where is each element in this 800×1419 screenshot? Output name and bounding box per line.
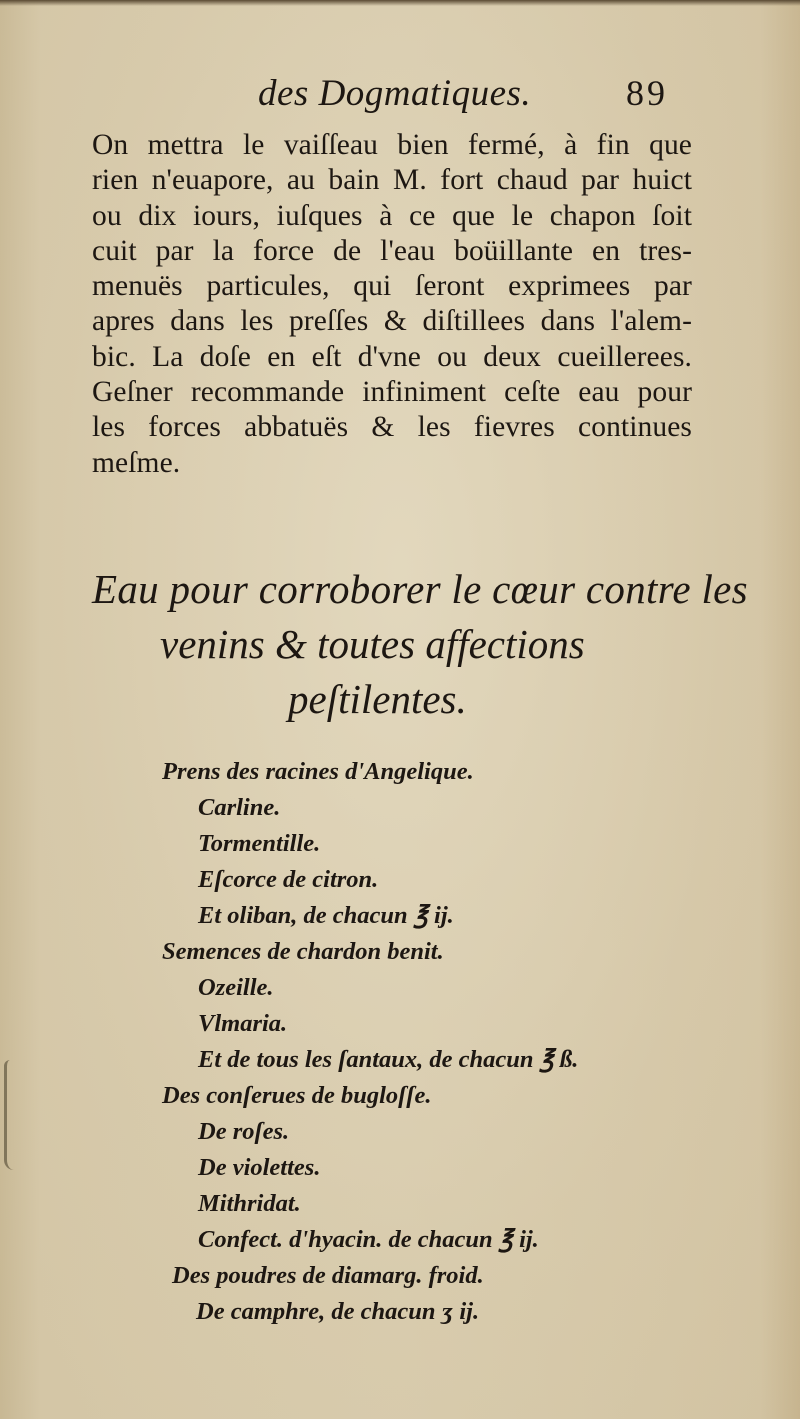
ingredient-item: De roſes. — [198, 1118, 290, 1145]
paragraph-line: On mettra le vaiſſeau bien fermé, à fin que — [92, 129, 692, 161]
page-top-edge — [0, 0, 800, 6]
ingredient-item: Confect. d'hyacin. de chacun ℥ ij. — [198, 1226, 539, 1253]
running-head: des Dogmatiques. — [258, 73, 532, 114]
ingredient-item: Prens des racines d'Angelique. — [162, 758, 474, 785]
paragraph-line: apres dans les preſſes & diſtillees dans l'alem- — [92, 305, 692, 338]
ingredient-item: Des poudres de diamarg. froid. — [172, 1262, 484, 1289]
recipe-title-line: Eau pour corroborer le cœur contre les — [92, 566, 748, 612]
page-number: 89 — [626, 73, 668, 113]
ingredient-item: Carline. — [198, 794, 281, 821]
paragraph-line: bic. La doſe en eſt d'vne ou deux cueillerees. — [92, 340, 692, 373]
ingredient-item: Des conſerues de bugloſſe. — [162, 1082, 432, 1109]
ingredient-item: Eſcorce de citron. — [198, 866, 379, 893]
ingredient-item: Vlmaria. — [198, 1010, 288, 1037]
recipe-title-line: venins & toutes affections — [160, 621, 585, 667]
ingredient-item: Et de tous les ſantaux, de chacun ℥ ß. — [198, 1046, 579, 1073]
paragraph-line: les forces abbatuës & les fievres continues — [92, 411, 692, 444]
paragraph-line: cuit par la force de l'eau boüillante en tres- — [92, 234, 692, 267]
paragraph-line: ou dix iours, iuſques à ce que le chapon ſoit — [92, 199, 692, 232]
paragraph-line: rien n'euapore, au bain M. fort chaud par huict — [92, 164, 692, 197]
paragraph-line: meſme. — [92, 446, 181, 479]
body-paragraph — [92, 128, 692, 481]
ingredient-item: Ozeille. — [198, 974, 274, 1001]
paragraph-line: Geſner recommande infiniment ceſte eau pour — [92, 376, 692, 409]
ingredient-item: Mithridat. — [198, 1190, 301, 1217]
ingredient-item: Semences de chardon benit. — [162, 938, 444, 965]
ingredient-item: De violettes. — [198, 1154, 321, 1181]
ingredient-item: De camphre, de chacun ʒ ij. — [196, 1298, 480, 1325]
ingredient-item: Tormentille. — [198, 830, 321, 857]
recipe-title-line: peſtilentes. — [288, 676, 467, 722]
binding-mark — [4, 1060, 17, 1170]
paragraph-line: menuës particules, qui ſeront exprimees par — [92, 270, 692, 303]
ingredient-item: Et oliban, de chacun ℥ ij. — [198, 902, 454, 929]
